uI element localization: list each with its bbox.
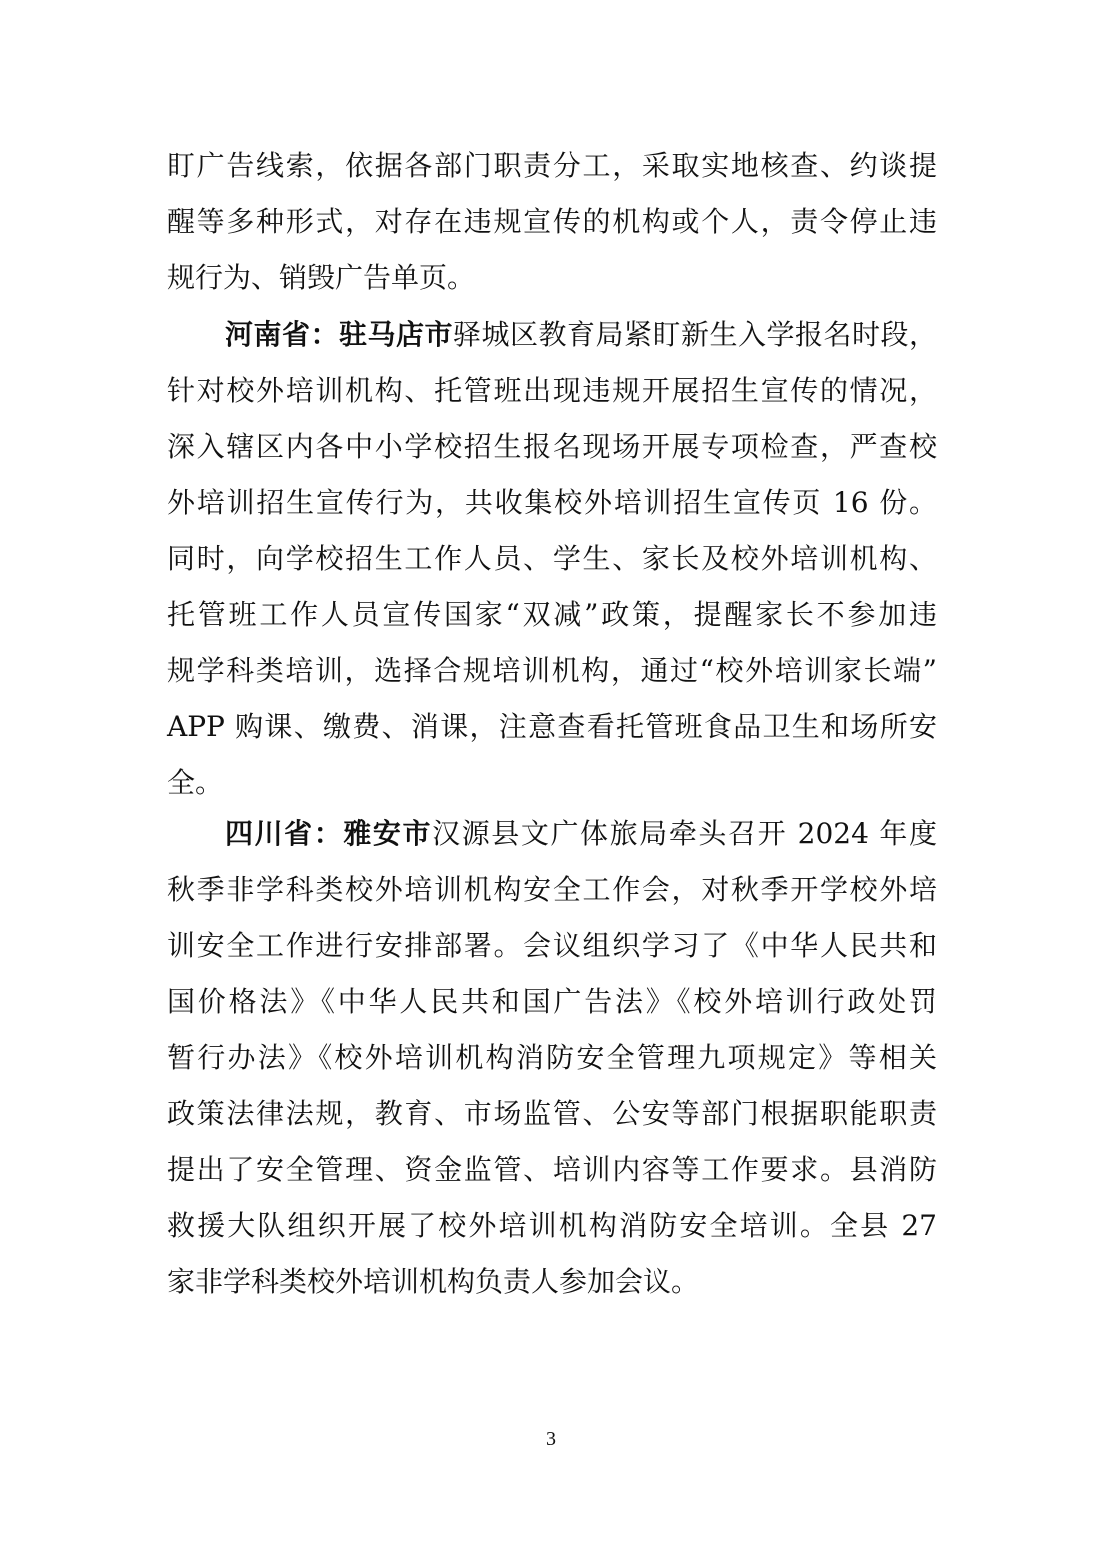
text-line: 规行为、销毁广告单页。 bbox=[167, 261, 476, 294]
text-line: 盯广告线索，依据各部门职责分工，采取实地核查、约谈提 bbox=[167, 149, 937, 182]
text-line: 秋季非学科类校外培训机构安全工作会，对秋季开学校外培 bbox=[167, 873, 937, 906]
text-line: 规学科类培训，选择合规培训机构，通过“校外培训家长端” bbox=[167, 654, 937, 687]
text-line: 提出了安全管理、资金监管、培训内容等工作要求。县消防 bbox=[167, 1153, 937, 1186]
text-line: 国价格法》《中华人民共和国广告法》《校外培训行政处罚 bbox=[167, 985, 937, 1018]
text-line-rest: 汉源县文广体旅局牵头召开 2024 年度 bbox=[432, 817, 937, 850]
text-line-first bbox=[167, 307, 937, 363]
paragraph-sichuan bbox=[167, 806, 937, 1310]
region-lead-henan: 河南省：驻马店市 bbox=[225, 318, 453, 351]
text-line: 救援大队组织开展了校外培训机构消防安全培训。全县 27 bbox=[167, 1209, 937, 1242]
text-line: 外培训招生宣传行为，共收集校外培训招生宣传页 16 份。 bbox=[167, 486, 937, 519]
text-line: 暂行办法》《校外培训机构消防安全管理九项规定》等相关 bbox=[167, 1041, 937, 1074]
text-line-first bbox=[167, 806, 937, 862]
text-line-rest: 驿城区教育局紧盯新生入学报名时段， bbox=[453, 318, 937, 351]
text-line: 深入辖区内各中小学校招生报名现场开展专项检查，严查校 bbox=[167, 430, 937, 463]
text-line: 政策法律法规，教育、市场监管、公安等部门根据职能职责 bbox=[167, 1097, 937, 1130]
region-lead-sichuan: 四川省：雅安市 bbox=[225, 817, 433, 850]
text-line: 训安全工作进行安排部署。会议组织学习了《中华人民共和 bbox=[167, 929, 937, 962]
text-line: 针对校外培训机构、托管班出现违规开展招生宣传的情况， bbox=[167, 374, 937, 407]
paragraph-continuation bbox=[167, 138, 937, 306]
text-line: 家非学科类校外培训机构负责人参加会议。 bbox=[167, 1265, 700, 1298]
paragraph-henan bbox=[167, 307, 937, 811]
text-line: APP 购课、缴费、消课，注意查看托管班食品卫生和场所安 bbox=[167, 710, 937, 743]
text-line: 托管班工作人员宣传国家“双减”政策，提醒家长不参加违 bbox=[167, 598, 937, 631]
text-line: 同时，向学校招生工作人员、学生、家长及校外培训机构、 bbox=[167, 542, 937, 575]
text-line: 全。 bbox=[167, 766, 224, 799]
text-line: 醒等多种形式，对存在违规宣传的机构或个人，责令停止违 bbox=[167, 205, 937, 238]
page-number: 3 bbox=[546, 1428, 556, 1450]
